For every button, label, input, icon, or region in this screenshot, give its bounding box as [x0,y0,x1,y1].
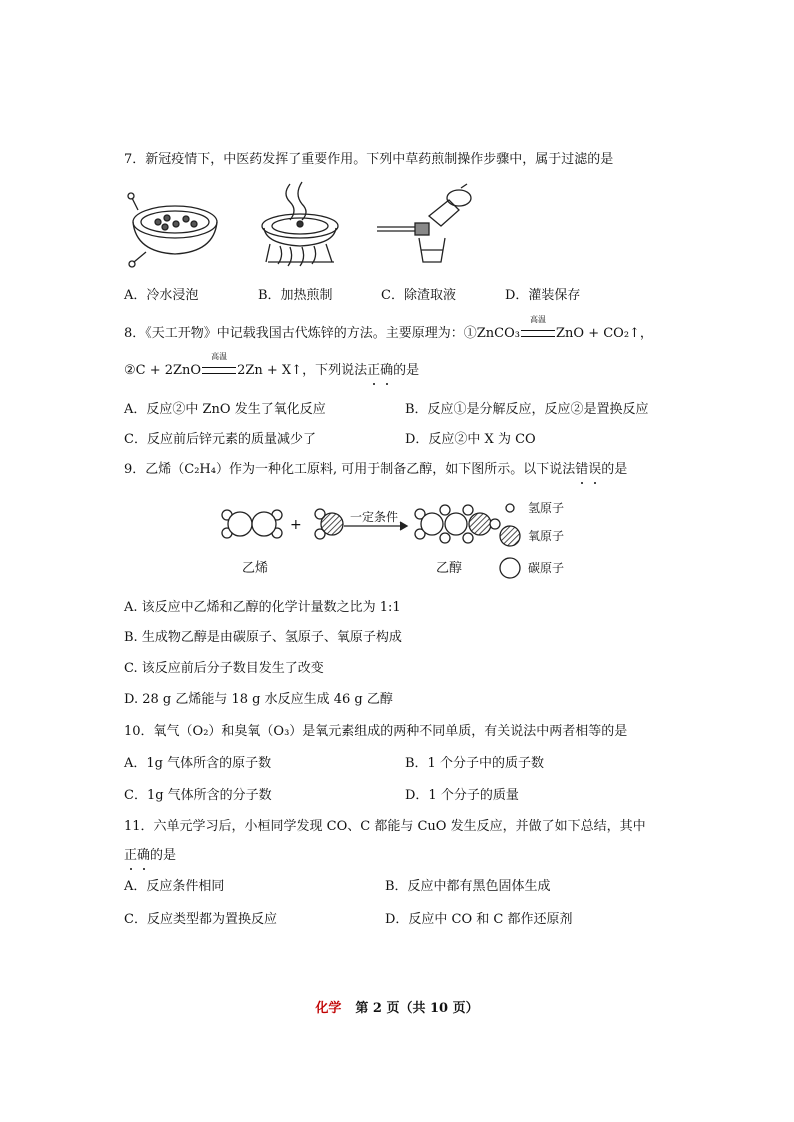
q11-option-b: B．反应中都有黑色固体生成 [385,879,551,894]
soaking-pot-icon [128,193,217,267]
emphasis-char: 确 [137,848,151,863]
q10-option-c: C．1g 气体所含的分子数 [124,788,272,803]
carbon-atom-icon [500,558,520,578]
q7-option-b: B．加热煎制 [258,288,333,303]
emphasis-char: 确 [380,363,394,378]
boiling-pot-icon [262,182,338,266]
emphasis-char: 误 [588,462,602,477]
emphasis-char: 正 [124,848,138,863]
q11-option-a: A．反应条件相同 [124,879,225,894]
q7-option-a: A．冷水浸泡 [124,288,199,303]
q9-option-b: B. 生成物乙醇是由碳原子、氢原子、氧原子构成 [124,630,402,645]
q8-line1 [124,315,653,343]
reaction-diagram [210,492,590,582]
q7-option-c: C．除渣取液 [381,288,456,303]
filtering-icon [377,184,471,262]
q11-stem-line1: 11．六单元学习后，小桓同学发现 CO、C 都能与 CuO 发生反应，并做了如下总结，其中 [124,819,646,834]
condition-label: 高温 [530,315,546,324]
emphasis-char: 正 [367,363,381,378]
legend-oxygen: 氧原子 [528,529,565,543]
q9-stem-b: 的是 [601,462,628,477]
plus-sign: + [290,517,302,533]
hydrogen-atom-icon [506,504,514,512]
q9-option-a: A. 该反应中乙烯和乙醇的化学计量数之比为 1:1 [124,600,401,615]
q8-line2-a: ②C + 2ZnO [124,363,202,378]
legend-carbon: 碳原子 [528,561,565,575]
ethylene-molecule [222,510,282,538]
q10-option-a: A．1g 气体所含的原子数 [124,756,272,771]
q11-option-c: C．反应类型都为置换反应 [124,912,277,927]
legend [500,504,520,578]
condition-label: 高温 [211,352,228,361]
footer-page: 第 2 页（共 10 页） [355,1001,479,1016]
ethylene-label: 乙烯 [242,561,269,576]
footer-subject: 化学 [315,1001,342,1016]
q8-line2 [124,352,420,380]
q10-option-d: D．1 个分子的质量 [405,788,519,803]
q8-option-d: D．反应②中 X 为 CO [405,432,536,447]
q9-option-d: D. 28 g 乙烯能与 18 g 水反应生成 46 g 乙醇 [124,692,393,707]
q7-stem: 7．新冠疫情下，中医药发挥了重要作用。下列中草药煎制操作步骤中，属于过滤的是 [124,152,614,167]
q9-stem-a: 9．乙烯（C₂H₄）作为一种化工原料, 可用于制备乙醇，如下图所示。以下说法 [124,462,576,477]
reaction-condition: 一定条件 [350,510,399,524]
q8-line1-b: ZnO + CO₂↑， [556,326,653,341]
condition-arrow-2 [201,352,237,380]
q11-option-d: D．反应中 CO 和 C 都作还原剂 [385,912,573,927]
condition-arrow-1 [520,315,556,343]
q11-stem-line2 [124,847,176,865]
legend-hydrogen: 氢原子 [528,501,565,515]
q9-option-c: C. 该反应前后分子数目发生了改变 [124,661,324,676]
emphasis-char: 错 [575,462,589,477]
q7-illustrations [120,180,490,280]
water-molecule [315,509,343,539]
page-footer [0,997,794,1016]
q8-option-b: B．反应①是分解反应，反应②是置换反应 [405,402,649,417]
ethanol-label: 乙醇 [436,561,463,576]
q8-line1-a: 8．《天工开物》中记载我国古代炼锌的方法。主要原理为：①ZnCO₃ [124,326,520,341]
oxygen-atom-icon [500,526,520,546]
q10-stem: 10．氧气（O₂）和臭氧（O₃）是氧元素组成的两种不同单质，有关说法中两者相等的是 [124,724,628,739]
q8-line2-b: 2Zn + X↑，下列说法 [237,363,368,378]
q10-option-b: B．1 个分子中的质子数 [405,756,544,771]
q8-option-c: C．反应前后锌元素的质量减少了 [124,432,316,447]
q9-stem [124,461,627,479]
q8-option-a: A．反应②中 ZnO 发生了氧化反应 [124,402,326,417]
q8-line2-c: 的是 [393,363,420,378]
q7-option-d: D．灌装保存 [505,288,581,303]
ethanol-molecule [415,505,500,543]
q11-stem-rest: 的是 [150,848,177,863]
